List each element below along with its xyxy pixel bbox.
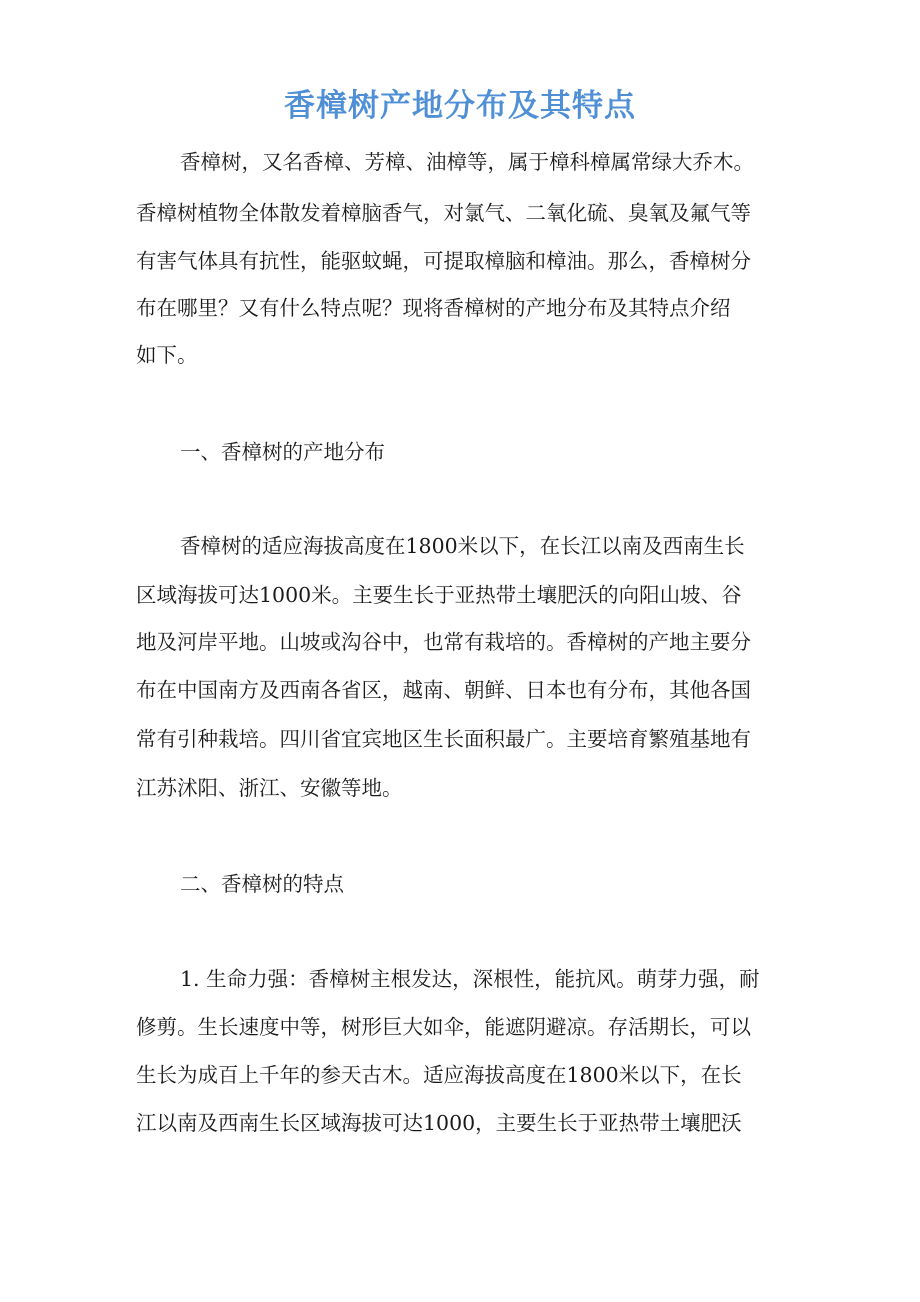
document-title: 香樟树产地分布及其特点: [284, 88, 636, 124]
paragraph-line: 香樟树的适应海拔高度在1800米以下，在长江以南及西南生长: [180, 534, 745, 558]
paragraph-line: 香樟树植物全体散发着樟脑香气，对氯气、二氧化硫、臭氧及氟气等: [136, 201, 751, 225]
paragraph-line: 1. 生命力强：香樟树主根发达，深根性，能抗风。萌芽力强，耐: [180, 967, 760, 991]
paragraph-line: 地及河岸平地。山坡或沟谷中，也常有栽培的。香樟树的产地主要分: [136, 630, 751, 654]
paragraph-line: 江以南及西南生长区域海拔可达1000，主要生长于亚热带土壤肥沃: [136, 1111, 742, 1135]
paragraph-line: 常有引种栽培。四川省宜宾地区生长面积最广。主要培育繁殖基地有: [136, 727, 751, 751]
paragraph-line: 布在中国南方及西南各省区，越南、朝鲜、日本也有分布，其他各国: [136, 678, 751, 702]
paragraph-line: 区域海拔可达1000米。主要生长于亚热带土壤肥沃的向阳山坡、谷: [136, 583, 742, 607]
paragraph-line: 布在哪里？又有什么特点呢？现将香樟树的产地分布及其特点介绍: [136, 296, 731, 320]
paragraph-line: 有害气体具有抗性，能驱蚊蝇，可提取樟脑和樟油。那么，香樟树分: [136, 249, 751, 273]
paragraph-line: 江苏沭阳、浙江、安徽等地。: [136, 776, 403, 800]
paragraph-line: 如下。: [136, 343, 198, 367]
paragraph-line: 香樟树，又名香樟、芳樟、油樟等，属于樟科樟属常绿大乔木。: [180, 150, 754, 174]
paragraph-line: 修剪。生长速度中等，树形巨大如伞，能遮阴避凉。存活期长，可以: [136, 1015, 751, 1039]
paragraph-line: 生长为成百上千年的参天古木。适应海拔高度在1800米以下，在长: [136, 1063, 742, 1087]
section-heading-distribution: 一、香樟树的产地分布: [180, 440, 385, 464]
section-heading-features: 二、香樟树的特点: [180, 872, 344, 896]
